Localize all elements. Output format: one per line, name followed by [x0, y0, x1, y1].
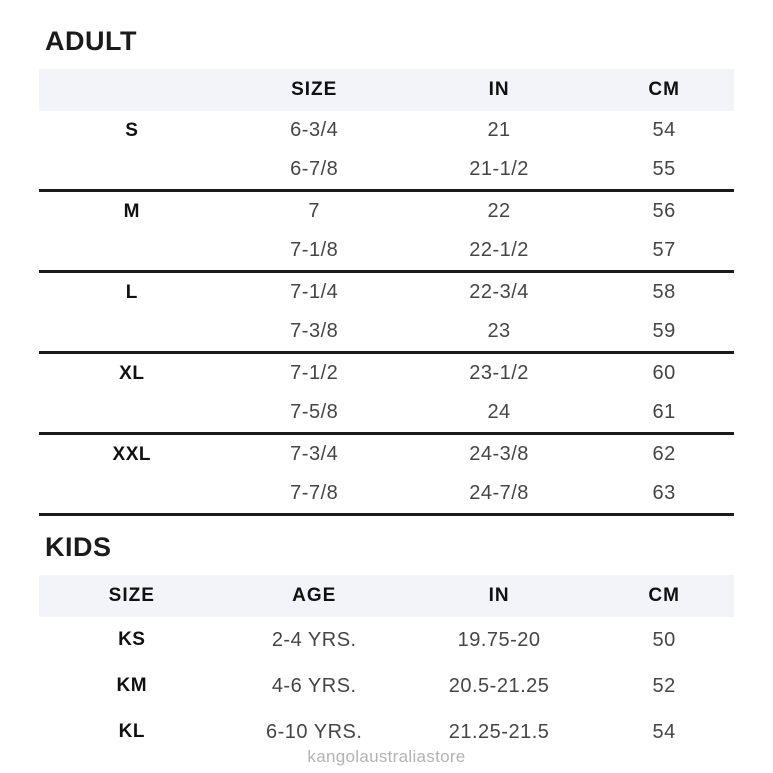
in-value: 22-1/2 [469, 239, 529, 261]
in-value: 21 [487, 119, 511, 141]
kids-section-title: KIDS [45, 532, 112, 562]
kids-header-size: SIZE [108, 585, 155, 606]
adult-table-header-row [39, 69, 734, 111]
in-value: 20.5-21.25 [448, 674, 550, 697]
size-value: 7-1/2 [290, 362, 339, 384]
in-value: 24 [487, 401, 511, 423]
cm-value: 63 [652, 482, 676, 504]
cm-value: 58 [652, 281, 676, 303]
size-label: KL [118, 721, 145, 742]
in-value: 24-7/8 [469, 482, 529, 504]
table-row [39, 312, 734, 351]
adult-group-l [39, 273, 734, 354]
table-row [39, 111, 734, 150]
table-row [39, 435, 734, 474]
cm-value: 61 [652, 401, 676, 423]
cm-value: 54 [652, 720, 676, 743]
kids-header-cm: CM [648, 585, 680, 606]
in-value: 23 [487, 320, 511, 342]
cm-value: 56 [652, 200, 676, 222]
in-value: 19.75-20 [457, 628, 541, 651]
cm-value: 55 [652, 158, 676, 180]
size-value: 7-3/4 [290, 443, 339, 465]
size-label: L [125, 281, 138, 303]
table-row [39, 231, 734, 270]
size-value: 6-7/8 [290, 158, 339, 180]
in-value: 23-1/2 [469, 362, 529, 384]
adult-section-title: ADULT [45, 26, 137, 56]
size-value: 6-3/4 [290, 119, 339, 141]
size-value: 7-5/8 [290, 401, 339, 423]
size-label: XL [119, 362, 145, 384]
kids-table-header-row [39, 575, 734, 617]
cm-value: 62 [652, 443, 676, 465]
age-value: 6-10 YRS. [266, 720, 363, 743]
table-row [39, 354, 734, 393]
cm-value: 50 [652, 628, 676, 651]
table-row [39, 393, 734, 432]
in-value: 22-3/4 [469, 281, 529, 303]
adult-header-in: IN [488, 79, 510, 100]
size-value: 7 [308, 200, 321, 222]
cm-value: 54 [652, 119, 676, 141]
size-label: KS [118, 629, 146, 650]
adult-group-xxl [39, 435, 734, 516]
size-label: S [125, 119, 139, 141]
table-row [39, 150, 734, 189]
table-row [39, 192, 734, 231]
adult-group-m [39, 192, 734, 273]
cm-value: 57 [652, 239, 676, 261]
size-value: 7-7/8 [290, 482, 339, 504]
table-row [39, 617, 734, 663]
table-row [39, 663, 734, 709]
adult-group-xl [39, 354, 734, 435]
store-watermark: kangolaustraliastore [307, 747, 466, 766]
age-value: 4-6 YRS. [271, 674, 357, 697]
kids-header-age: AGE [292, 585, 337, 606]
size-value: 7-1/4 [290, 281, 339, 303]
size-value: 7-3/8 [290, 320, 339, 342]
cm-value: 52 [652, 674, 676, 697]
in-value: 21.25-21.5 [448, 720, 550, 743]
table-row [39, 474, 734, 513]
adult-size-table [39, 69, 734, 516]
size-label: XXL [112, 443, 151, 465]
table-row [39, 273, 734, 312]
in-value: 24-3/8 [469, 443, 529, 465]
size-label: KM [116, 675, 148, 696]
kids-size-table [39, 575, 734, 755]
size-value: 7-1/8 [290, 239, 339, 261]
size-label: M [123, 200, 140, 222]
age-value: 2-4 YRS. [271, 628, 357, 651]
cm-value: 59 [652, 320, 676, 342]
in-value: 21-1/2 [469, 158, 529, 180]
adult-group-s [39, 111, 734, 192]
adult-header-size: SIZE [291, 79, 338, 100]
adult-header-cm: CM [648, 79, 680, 100]
cm-value: 60 [652, 362, 676, 384]
kids-header-in: IN [488, 585, 510, 606]
in-value: 22 [487, 200, 511, 222]
